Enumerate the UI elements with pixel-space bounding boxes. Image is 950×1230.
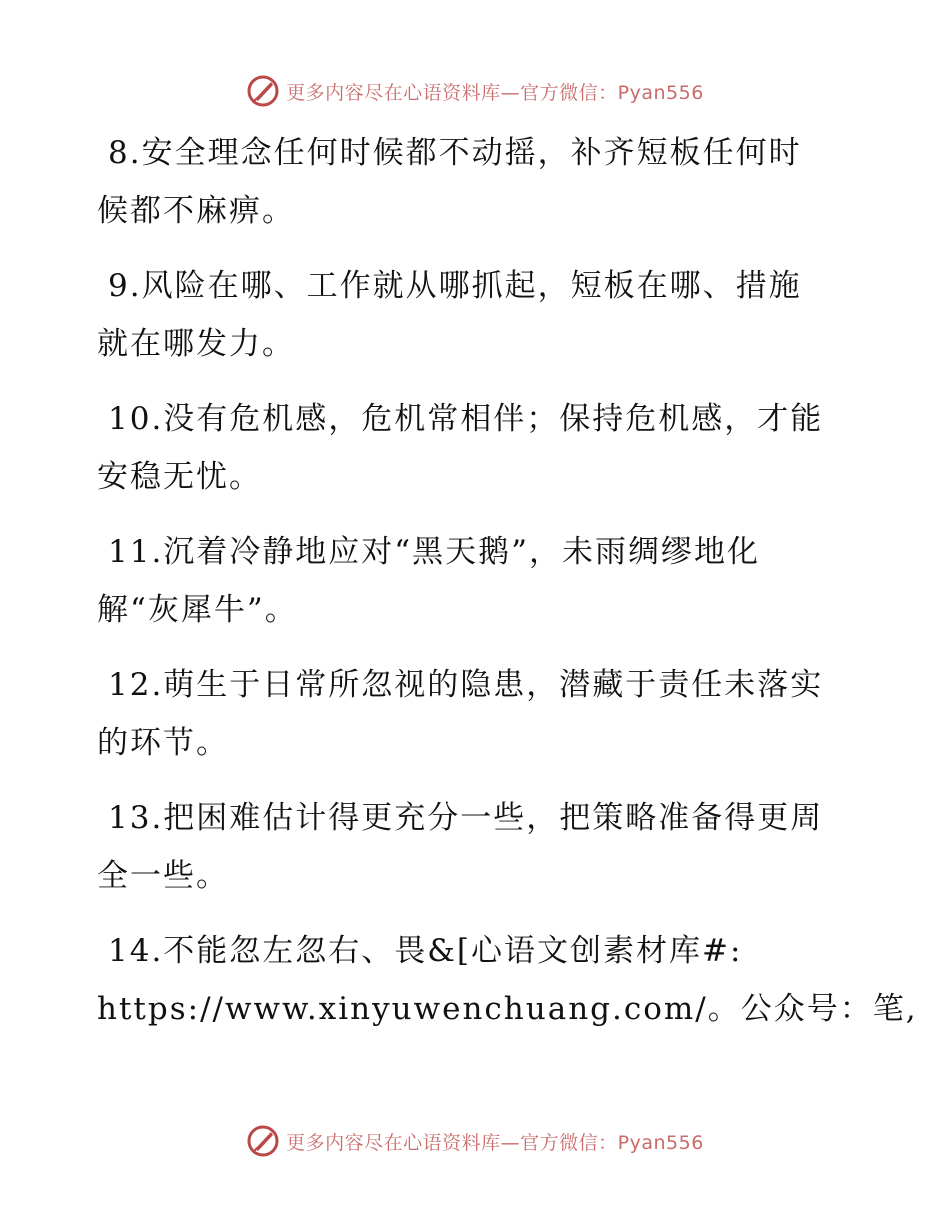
header-banner: [0, 71, 950, 111]
list-item-line: 14.不能忽左忽右、畏&[心语文创素材库#:: [108, 933, 743, 969]
list-item-line: 解“灰犀牛”。: [97, 592, 298, 628]
list-item: [97, 124, 857, 240]
list-item-line: 的环节。: [97, 725, 229, 761]
quill-seal-icon: [246, 1124, 280, 1158]
list-item: [97, 789, 857, 905]
list-item-line: 11.沉着冷静地应对“黑天鹅”，未雨绸缪地化: [108, 534, 760, 570]
quill-seal-icon: [246, 74, 280, 108]
list-item-line: 10.没有危机感，危机常相伴；保持危机感，才能: [108, 401, 824, 437]
list-item-line: 9.风险在哪、工作就从哪抓起，短板在哪、措施: [108, 268, 802, 304]
list-item-line: 候都不麻痹。: [97, 193, 295, 229]
list-item: [97, 656, 857, 772]
footer-banner: [0, 1121, 950, 1161]
list-item: [97, 390, 857, 506]
header-banner-text: 更多内容尽在心语资料库—官方微信：Pyan556: [286, 81, 704, 104]
list-item-line: https://www.xinyuwenchuang.com/。公众号：笔,: [97, 991, 918, 1027]
list-item-line: 8.安全理念任何时候都不动摇，补齐短板任何时: [108, 135, 802, 171]
list-item: [97, 922, 918, 1038]
list-item-line: 12.萌生于日常所忽视的隐患，潜藏于责任未落实: [108, 667, 824, 703]
list-item-line: 13.把困难估计得更充分一些，把策略准备得更周: [108, 800, 824, 836]
list-item-line: 安稳无忧。: [97, 459, 262, 495]
list-item-line: 全一些。: [97, 858, 229, 894]
footer-banner-text: 更多内容尽在心语资料库—官方微信：Pyan556: [286, 1131, 704, 1154]
list-item: [97, 523, 857, 639]
document-body: [97, 124, 918, 1055]
list-item-line: 就在哪发力。: [97, 326, 295, 362]
list-item: [97, 257, 857, 373]
